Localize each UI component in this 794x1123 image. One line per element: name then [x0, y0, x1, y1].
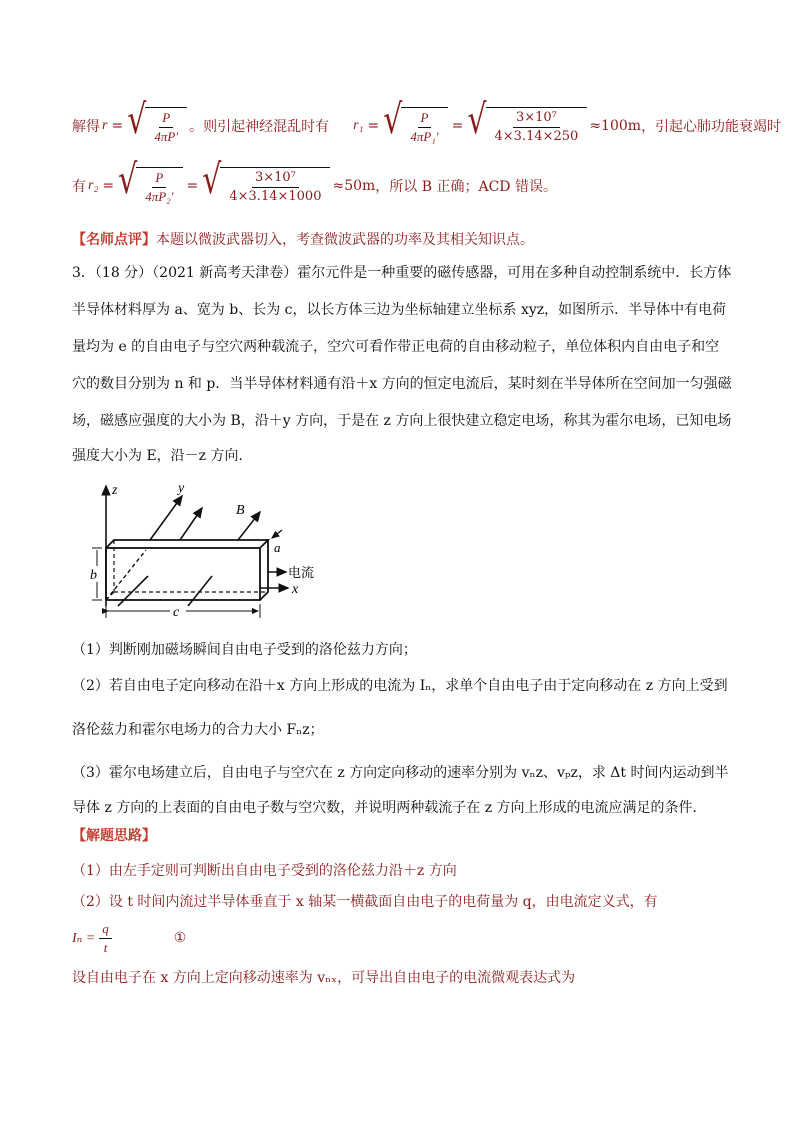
teacher-comment: [72, 230, 534, 250]
fraction: [226, 170, 324, 205]
equals: =: [186, 178, 199, 194]
solution-equation-1: [72, 918, 186, 958]
question-line-3: 量均为 e 的自由电子与空穴两种载流子，空穴可看作带正电荷的自由移动粒子，单位体积内自由电子和空: [72, 339, 720, 355]
fraction: [151, 110, 181, 145]
fraction-denominator: 4×3.14×1000: [229, 189, 322, 204]
part-2-line-1: （2）若自由电子定向移动在沿＋x 方向上形成的电流为 Iₙ，求单个自由电子由于定向移动在 z 方向上受到: [72, 678, 728, 694]
current-symbol: Iₙ =: [72, 930, 96, 946]
text-tail: ，所以 B 正确；ACD 错误。: [375, 179, 557, 195]
magnetic-field-label: B: [236, 503, 245, 518]
fraction: [492, 110, 582, 145]
dimension-b-label: b: [90, 568, 97, 583]
sqrt-expression: √ $\frac{\text{3×10⁷}}{4\times 3.14\times 250}$: [467, 107, 587, 145]
semiconductor-block-top: [106, 540, 268, 548]
text-after: 。则引起神经混乱时有: [189, 119, 330, 135]
comment-text: 本题以微波武器切入，考查微波武器的功率及其相关知识点。: [156, 232, 534, 248]
fraction-numerator: P: [159, 110, 173, 128]
x-axis-label: x: [292, 582, 299, 597]
solution-step-2: （2）设 t 时间内流过半导体垂直于 x 轴某一横截面自由电子的电荷量为 q，由电流定义式，有: [72, 894, 658, 910]
sqrt-expression: √ $\frac{\text{3×10⁷}}{4\times 3.14\times 1000}$: [202, 167, 330, 205]
field-line: [180, 508, 202, 540]
y-axis-hidden: [106, 550, 146, 600]
r1-symbol: r₁: [353, 118, 364, 133]
fraction: [142, 170, 176, 205]
fraction-denominator: t: [103, 939, 108, 955]
dimension-a-arrow: [272, 530, 282, 538]
fraction-numerator: 3×10⁷: [513, 110, 560, 128]
solution-title: 【解题思路】: [72, 828, 156, 844]
sqrt-expression: √ $\frac{P}{\text{4πP₁′}}$: [383, 107, 447, 145]
text-prefix: 有: [72, 179, 86, 195]
part-3-line-2: 导体 z 方向的上表面的自由电子数与空穴数，并说明两种载流子在 z 方向上形成的电流应满足的条件．: [72, 800, 707, 816]
y-axis: [150, 496, 182, 540]
current-label: 电流: [288, 566, 315, 581]
fraction-numerator: P: [152, 170, 166, 188]
r2-symbol: r₂: [88, 178, 99, 193]
part-3-line-1: （3）霍尔电场建立后，自由电子与空穴在 z 方向定向移动的速率分别为 vₙz、vₚz，求 Δt 时间内运动到半: [72, 765, 729, 781]
equals: =: [111, 118, 124, 134]
question-line-2: 半导体材料厚为 a、宽为 b、长为 c，以长方体三边为坐标轴建立坐标系 xyz，如图所示．半导体中有电荷: [72, 302, 727, 318]
r-symbol: r: [102, 118, 108, 133]
fraction-numerator: P: [418, 110, 432, 128]
fraction-denominator: 4πP′: [154, 129, 179, 144]
sqrt-expression: √ $\frac{P}{4\pi P'}$: [127, 107, 187, 145]
fraction-denominator: 4×3.14×250: [494, 129, 579, 144]
dimension-c-label: c: [173, 605, 180, 620]
equation-number: ①: [173, 930, 187, 946]
z-axis-label: z: [112, 483, 118, 498]
dimension-a-label: a: [274, 540, 281, 555]
solution-step-3: 设自由电子在 x 方向上定向移动速率为 vₙₓ，可导出自由电子的电流微观表达式为: [72, 970, 576, 986]
question-line-1: 3．（18 分）（2021 新高考天津卷）霍尔元件是一种重要的磁传感器，可用在多种自动控制系统中．长方体: [72, 265, 732, 281]
semiconductor-block-side: [260, 540, 268, 600]
fraction-denominator: 4πP₁′: [410, 129, 439, 144]
equals: =: [102, 178, 115, 194]
part-1: （1）判断刚加磁场瞬间自由电子受到的洛伦兹力方向；: [72, 642, 417, 658]
sqrt-expression: √ $\frac{P}{\text{4πP₂′}}$: [118, 167, 182, 205]
part-2-line-2: 洛伦兹力和霍尔电场力的合力大小 Fₙz；: [72, 722, 324, 738]
approx-value: ≈50m: [332, 178, 376, 194]
equals: =: [367, 118, 380, 134]
question-line-4: 穴的数目分别为 n 和 p．当半导体材料通有沿＋x 方向的恒定电流后，某时刻在半导体所在空间加一匀强磁: [72, 376, 732, 392]
hall-element-diagram: [88, 478, 320, 624]
field-line: [188, 576, 212, 606]
question-line-5: 场，磁感应强度的大小为 B，沿＋y 方向，于是在 z 方向上很快建立稳定电场，称其为霍尔电场，已知电场: [72, 413, 732, 429]
fraction: [407, 110, 441, 145]
field-line: [118, 576, 148, 606]
equals: =: [451, 118, 464, 134]
solution-formula-line-1: [72, 96, 782, 152]
approx-value: ≈100m: [589, 118, 642, 134]
text-tail: ，引起心肺功能衰竭时: [641, 119, 782, 135]
comment-title: 【名师点评】: [72, 232, 156, 248]
text-prefix: 解得: [72, 119, 100, 135]
question-line-6: 强度大小为 E，沿－z 方向．: [72, 448, 253, 464]
y-axis-label: y: [178, 481, 185, 496]
solution-step-1: （1）由左手定则可判断出自由电子受到的洛伦兹力沿＋z 方向: [72, 863, 457, 879]
fraction-denominator: 4πP₂′: [145, 189, 174, 204]
fraction: [99, 921, 112, 956]
solution-formula-line-2: [72, 156, 557, 212]
fraction-numerator: 3×10⁷: [252, 170, 299, 188]
fraction-numerator: q: [99, 921, 112, 939]
